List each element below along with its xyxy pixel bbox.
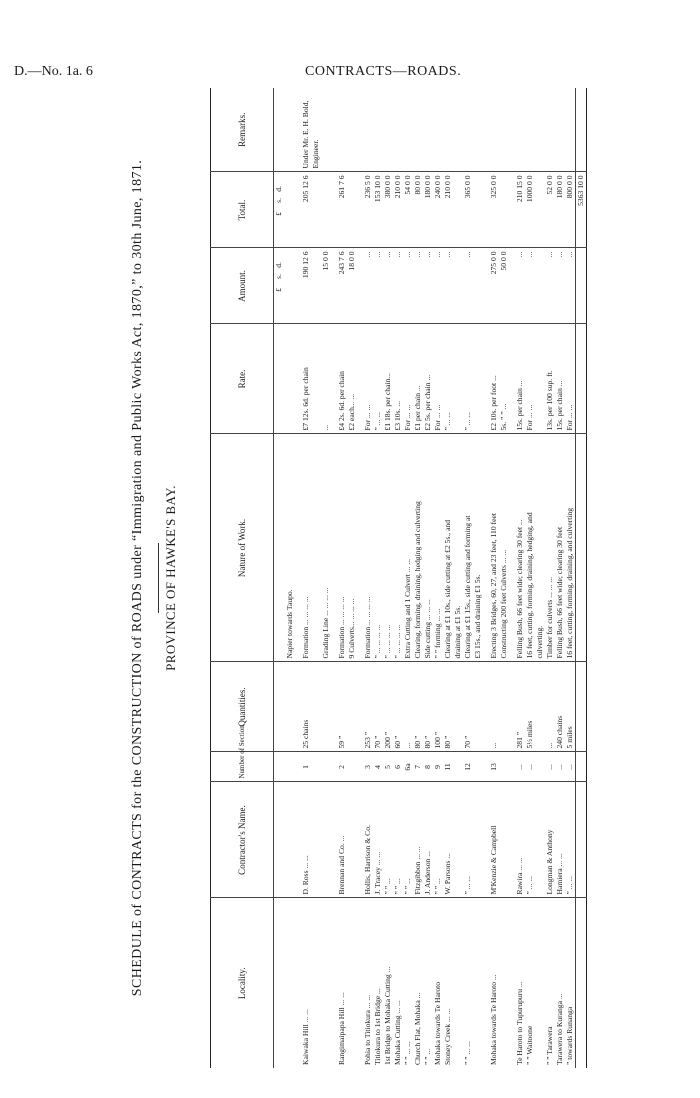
cell-quantities: 25 chains xyxy=(301,662,321,752)
cell-work: Erecting 3 Bridges, 60, 27, and 23 feet, 110 feet xyxy=(489,434,499,662)
cell-total xyxy=(453,172,463,248)
cell-contractor: Hamiera ... ... xyxy=(555,782,565,898)
cell-total: 52 0 0 xyxy=(545,172,555,248)
table-row xyxy=(423,88,433,1068)
cell-rate: £2 10s. per foot ... xyxy=(489,324,499,434)
cell-quantities: 80 ” xyxy=(423,662,433,752)
cell-rate xyxy=(535,324,545,434)
cell-work: Formation ... ... ... ... xyxy=(337,434,347,662)
cell-rate: 15s. per chain ... xyxy=(515,324,525,434)
cell-remarks xyxy=(535,88,545,172)
column-header-total: Total. xyxy=(211,172,274,248)
cell-quantities: 70 ” xyxy=(373,662,383,752)
cell-remarks xyxy=(555,88,565,172)
cell-section: 6 xyxy=(393,752,403,782)
cell-locality: 1st Bridge to Mohaka Cutting ... xyxy=(383,966,392,1065)
grand-total-value: 5363 10 0 xyxy=(576,172,587,248)
province-heading: PROVINCE OF HAWKE'S BAY. xyxy=(163,485,178,671)
cell-work: Felling Bush, 66 feet wide; clearing 30 feet xyxy=(555,434,565,662)
cell-amount: ... xyxy=(413,248,423,324)
cell-quantities: 100 ” xyxy=(433,662,443,752)
table-row xyxy=(285,88,295,1068)
total-units: £ s. d. xyxy=(274,172,286,248)
cell-locality: ” ” ... ... xyxy=(403,1041,412,1065)
cell-remarks xyxy=(499,88,509,172)
cell-amount: ... xyxy=(433,248,443,324)
cell-remarks xyxy=(525,88,535,172)
cell-quantities: 80 ” xyxy=(443,662,453,752)
cell-work: 16 feet, cutting, forming, draining, hedging, and xyxy=(525,434,535,662)
cell-contractor: ” ” ... xyxy=(393,782,403,898)
table-row xyxy=(321,88,331,1068)
table-row xyxy=(413,88,423,1068)
cell-remarks xyxy=(363,88,373,172)
cell-total: 180 0 0 xyxy=(423,172,433,248)
cell-work: ” ... ... ... ... xyxy=(383,434,393,662)
cell-section: 12 xyxy=(463,752,473,782)
cell-locality: Pohia to Titiokura ... ... xyxy=(363,994,372,1065)
cell-total: 210 0 0 xyxy=(393,172,403,248)
cell-section: 1 xyxy=(301,752,321,782)
cell-section: 9 xyxy=(433,752,443,782)
table-row xyxy=(393,88,403,1068)
column-header-quantities: Quantities. xyxy=(211,662,274,752)
cell-total: 365 0 0 xyxy=(463,172,473,248)
cell-amount: ... xyxy=(393,248,403,324)
cell-section xyxy=(321,752,331,782)
table-header-row xyxy=(211,88,274,1068)
cell-locality: Mohaka Cutting ... ... xyxy=(393,1000,402,1065)
cell-contractor: Brennan and Co. ... xyxy=(337,782,347,898)
column-header-remarks: Remarks. xyxy=(211,88,274,172)
page-number-label: D.—No. 1a. 6 xyxy=(14,64,93,79)
cell-contractor: ” ” ... xyxy=(403,782,413,898)
cell-remarks xyxy=(383,88,393,172)
cell-amount: ... xyxy=(363,248,373,324)
cell-quantities: ... xyxy=(403,662,413,752)
cell-locality: Tarawera to Kuranga ... xyxy=(555,993,564,1065)
table-row xyxy=(453,88,463,1068)
schedule-rotated-block xyxy=(130,88,600,1068)
cell-amount xyxy=(535,248,545,324)
table-row xyxy=(301,88,321,1068)
cell-rate: £4 2s. 6d. per chain xyxy=(337,324,347,434)
cell-section: 3 xyxy=(363,752,373,782)
cell-quantities: 240 chains xyxy=(555,662,565,752)
cell-contractor xyxy=(285,782,295,898)
cell-locality xyxy=(347,898,357,1068)
cell-section: ... xyxy=(515,752,525,782)
cell-contractor: ” ... ... xyxy=(463,782,473,898)
cell-quantities: ... xyxy=(489,662,499,752)
cell-contractor: ” ... ... xyxy=(565,782,576,898)
cell-total xyxy=(347,172,357,248)
cell-amount: ... xyxy=(525,248,535,324)
cell-total xyxy=(499,172,509,248)
cell-amount: ... xyxy=(443,248,453,324)
cell-work: ” ” forming ... ... xyxy=(433,434,443,662)
cell-rate: £1 18s. per chain... xyxy=(383,324,393,434)
table-row xyxy=(555,88,565,1068)
cell-section: ... xyxy=(545,752,555,782)
contracts-table xyxy=(210,88,587,1068)
cell-section: 8 xyxy=(423,752,433,782)
cell-locality: Mohaka towards Te Haroto ... xyxy=(489,974,498,1065)
cell-contractor: J. Anderson ... xyxy=(423,782,433,898)
cell-work: Clearing, forming, draining, hedging and culverting xyxy=(413,434,423,662)
cell-amount xyxy=(285,248,295,324)
amount-units: £ s. d. xyxy=(274,248,286,324)
cell-amount: ... xyxy=(383,248,393,324)
cell-total xyxy=(321,172,331,248)
cell-remarks xyxy=(373,88,383,172)
cell-locality: Mohaka towards Te Haroto xyxy=(433,981,442,1065)
cell-amount: ... xyxy=(555,248,565,324)
cell-total: 80 0 0 xyxy=(413,172,423,248)
cell-work: Constructing 200 feet Culverts ... ... xyxy=(499,434,509,662)
cell-contractor: Longman & Anthony xyxy=(545,782,555,898)
cell-quantities: 281 ” xyxy=(515,662,525,752)
cell-locality: ” ” ... xyxy=(423,1048,432,1065)
cell-rate: £2 each... ... xyxy=(347,324,357,434)
cell-quantities xyxy=(347,662,357,752)
column-header-work: Nature of Work. xyxy=(211,434,274,662)
cell-remarks xyxy=(393,88,403,172)
cell-remarks xyxy=(463,88,473,172)
cell-remarks xyxy=(565,88,576,172)
cell-quantities: 59 ” xyxy=(337,662,347,752)
table-row xyxy=(347,88,357,1068)
cell-remarks xyxy=(515,88,525,172)
cell-section: ... xyxy=(565,752,576,782)
cell-work: 9 Culverts... ... ... ... xyxy=(347,434,357,662)
table-row xyxy=(565,88,576,1068)
cell-section xyxy=(535,752,545,782)
cell-section xyxy=(473,752,483,782)
table-row xyxy=(473,88,483,1068)
cell-locality: ” ” Tarawera xyxy=(545,1026,554,1065)
cell-contractor: Hollis, Harrison & Co. xyxy=(363,782,373,898)
cell-rate: 5s. ” ” ... xyxy=(499,324,509,434)
cell-amount: ... xyxy=(373,248,383,324)
cell-rate: ... xyxy=(321,324,331,434)
cell-amount: 275 0 0 xyxy=(489,248,499,324)
cell-locality: ” towards Runanga xyxy=(565,1006,574,1065)
cell-total xyxy=(285,172,295,248)
cell-remarks xyxy=(545,88,555,172)
cell-total: 210 0 0 xyxy=(443,172,453,248)
cell-locality: Rangimaipapa Hill ... ... xyxy=(337,992,346,1065)
cell-locality xyxy=(285,898,295,1068)
cell-locality: Church Flat, Mohaka ... xyxy=(413,992,422,1065)
column-header-section: Number of Section. xyxy=(211,752,274,782)
cell-remarks xyxy=(443,88,453,172)
cell-total: 236 5 0 xyxy=(363,172,373,248)
cell-section: 13 xyxy=(489,752,499,782)
cell-rate: For ... ... xyxy=(433,324,443,434)
cell-work: ” ... ... ... ... xyxy=(393,434,403,662)
table-row xyxy=(535,88,545,1068)
cell-contractor: W. Parsons ... xyxy=(443,782,453,898)
cell-remarks xyxy=(285,88,295,172)
table-row xyxy=(433,88,443,1068)
table-row xyxy=(443,88,453,1068)
cell-work: Side cutting ... ... ... xyxy=(423,434,433,662)
cell-contractor xyxy=(347,782,357,898)
cell-rate: £7 12s. 6d. per chain xyxy=(301,324,321,434)
cell-contractor xyxy=(535,782,545,898)
table-row xyxy=(363,88,373,1068)
cell-quantities xyxy=(473,662,483,752)
cell-amount: ... xyxy=(565,248,576,324)
cell-section: 6a xyxy=(403,752,413,782)
cell-work: Clearing at £1 10s., side cutting at £2 5s., and xyxy=(443,434,453,662)
cell-work: Clearing at £1 15s., side cutting and forming at xyxy=(463,434,473,662)
cell-section: 4 xyxy=(373,752,383,782)
cell-rate: £1 per chain ... xyxy=(413,324,423,434)
cell-total: 205 12 6 xyxy=(301,172,321,248)
cell-locality xyxy=(321,898,331,1068)
cell-quantities: 80 ” xyxy=(413,662,423,752)
cell-contractor xyxy=(453,782,463,898)
cell-amount: 243 7 6 xyxy=(337,248,347,324)
cell-quantities xyxy=(499,662,509,752)
column-header-amount: Amount. xyxy=(211,248,274,324)
cell-remarks xyxy=(489,88,499,172)
cell-locality: Te Haroto to Tupurupuru ... xyxy=(515,981,524,1065)
cell-remarks xyxy=(337,88,347,172)
cell-remarks xyxy=(423,88,433,172)
cell-work: Timber for culverts ... ... ... xyxy=(545,434,555,662)
cell-section: 7 xyxy=(413,752,423,782)
cell-contractor: M'Kenzie & Campbell xyxy=(489,782,499,898)
cell-section: 2 xyxy=(337,752,347,782)
cell-quantities: 5½ miles xyxy=(525,662,535,752)
table-row xyxy=(545,88,555,1068)
cell-quantities: 253 ” xyxy=(363,662,373,752)
cell-section xyxy=(347,752,357,782)
cell-contractor: J. Tracey ... ... xyxy=(373,782,383,898)
table-row xyxy=(515,88,525,1068)
cell-work: culverting. xyxy=(535,434,545,662)
cell-work: draining at £1 5s. xyxy=(453,434,463,662)
cell-contractor xyxy=(473,782,483,898)
cell-work: £3 15s., and draining £1 5s. xyxy=(473,434,483,662)
cell-rate xyxy=(473,324,483,434)
cell-rate: For ... ... xyxy=(403,324,413,434)
cell-remarks xyxy=(433,88,443,172)
cell-section: ... xyxy=(555,752,565,782)
cell-rate: For ... ... xyxy=(363,324,373,434)
column-header-rate: Rate. xyxy=(211,324,274,434)
cell-locality: ” ” ... ... xyxy=(463,1041,472,1065)
cell-total: 180 0 0 xyxy=(555,172,565,248)
cell-work: Napier towards Taupo. xyxy=(285,434,295,662)
cell-remarks xyxy=(473,88,483,172)
cell-remarks xyxy=(403,88,413,172)
cell-remarks xyxy=(321,88,331,172)
cell-section: 5 xyxy=(383,752,393,782)
cell-work: ” ... ... ... ... xyxy=(373,434,383,662)
cell-amount: ... xyxy=(545,248,555,324)
cell-section: 11 xyxy=(443,752,453,782)
cell-amount: 18 0 0 xyxy=(347,248,357,324)
cell-total: 261 7 6 xyxy=(337,172,347,248)
cell-quantities xyxy=(285,662,295,752)
cell-contractor xyxy=(499,782,509,898)
cell-total: 1000 0 0 xyxy=(525,172,535,248)
table-row xyxy=(525,88,535,1068)
cell-total: 325 0 0 xyxy=(489,172,499,248)
cell-total: 800 0 0 xyxy=(565,172,576,248)
cell-work: Grading Line ... ... ... ... xyxy=(321,434,331,662)
cell-rate: For ... ... xyxy=(525,324,535,434)
cell-total xyxy=(473,172,483,248)
table-body xyxy=(274,88,587,1068)
cell-locality xyxy=(453,898,463,1068)
cell-locality: Stoney Creek ... ... xyxy=(443,1008,452,1065)
cell-quantities: 70 ” xyxy=(463,662,473,752)
cell-rate: ” ... ... xyxy=(373,324,383,434)
cell-amount: ... xyxy=(515,248,525,324)
cell-total: 153 10 0 xyxy=(373,172,383,248)
table-row xyxy=(463,88,473,1068)
table-row xyxy=(383,88,393,1068)
cell-total xyxy=(535,172,545,248)
cell-contractor: ” ” ... xyxy=(433,782,443,898)
cell-quantities xyxy=(453,662,463,752)
cell-section xyxy=(453,752,463,782)
cell-remarks xyxy=(413,88,423,172)
cell-remarks xyxy=(453,88,463,172)
cell-contractor: Rawira ... ... xyxy=(515,782,525,898)
title-rule xyxy=(158,543,159,613)
currency-unit-row xyxy=(274,88,286,1068)
cell-rate: £3 10s. ... xyxy=(393,324,403,434)
table-row xyxy=(489,88,499,1068)
cell-total: 240 0 0 xyxy=(433,172,443,248)
schedule-title: SCHEDULE of CONTRACTS for the CONSTRUCTION of ROADS under “Immigration and Public Works Act, 1870,” to 30th June, 1871. xyxy=(130,159,145,997)
cell-rate xyxy=(453,324,463,434)
cell-rate: 13s. per 100 sup. ft. xyxy=(545,324,555,434)
cell-locality: ” ” Waitoone xyxy=(525,1025,534,1065)
cell-amount: 15 0 0 xyxy=(321,248,331,324)
cell-quantities xyxy=(535,662,545,752)
cell-quantities: 60 ” xyxy=(393,662,403,752)
cell-amount: ... xyxy=(423,248,433,324)
table-row xyxy=(337,88,347,1068)
cell-rate: £2 5s. per chain ... xyxy=(423,324,433,434)
cell-total: 210 15 0 xyxy=(515,172,525,248)
cell-quantities: ... xyxy=(545,662,555,752)
cell-contractor: ” ” ... xyxy=(383,782,393,898)
cell-total: 54 0 0 xyxy=(403,172,413,248)
column-header-locality: Locality. xyxy=(211,898,274,1068)
cell-contractor xyxy=(321,782,331,898)
cell-section xyxy=(499,752,509,782)
cell-contractor: Fitzgibbon ... ... xyxy=(413,782,423,898)
cell-work: 16 feet, cutting, forming, draining, and culverting xyxy=(565,434,576,662)
cell-section xyxy=(285,752,295,782)
cell-amount: 190 12 6 xyxy=(301,248,321,324)
cell-section: ... xyxy=(525,752,535,782)
column-header-contractor: Contractor's Name. xyxy=(211,782,274,898)
cell-rate: ” ... ... xyxy=(463,324,473,434)
table-row xyxy=(499,88,509,1068)
cell-amount xyxy=(473,248,483,324)
cell-work: Formation ... ... ... ... xyxy=(301,434,321,662)
table-row xyxy=(373,88,383,1068)
cell-amount: 50 0 0 xyxy=(499,248,509,324)
cell-locality xyxy=(535,898,545,1068)
cell-locality xyxy=(473,898,483,1068)
cell-quantities: 200 ” xyxy=(383,662,393,752)
grand-total-row xyxy=(576,88,587,1068)
cell-work: Felling Bush, 66 feet wide; clearing 30 feet ... xyxy=(515,434,525,662)
cell-rate: ” ... ... xyxy=(443,324,453,434)
table-row xyxy=(403,88,413,1068)
cell-remarks: Under Mr. E. H. Bold, Engineer. xyxy=(301,88,321,172)
cell-contractor: ” ... ... xyxy=(525,782,535,898)
cell-rate: 15s. per chain ... xyxy=(555,324,565,434)
cell-amount xyxy=(453,248,463,324)
cell-rate: For ... ... xyxy=(565,324,576,434)
cell-contractor: D. Ross ... ... xyxy=(301,782,321,898)
cell-locality: Titiokura to 1st Bridge ... xyxy=(373,988,382,1065)
cell-locality: Kaiwaka Hill ... ... xyxy=(301,1009,310,1065)
cell-quantities: 5 miles xyxy=(565,662,576,752)
cell-amount: ... xyxy=(403,248,413,324)
cell-locality xyxy=(499,898,509,1068)
cell-quantities xyxy=(321,662,331,752)
cell-amount: ... xyxy=(463,248,473,324)
cell-remarks xyxy=(347,88,357,172)
cell-work: Extra Cutting and 1 Culvert ... ... xyxy=(403,434,413,662)
cell-work: Formation ... ... ... ... xyxy=(363,434,373,662)
cell-total: 380 0 0 xyxy=(383,172,393,248)
page-heading: CONTRACTS—ROADS. xyxy=(305,64,462,79)
cell-rate xyxy=(285,324,295,434)
